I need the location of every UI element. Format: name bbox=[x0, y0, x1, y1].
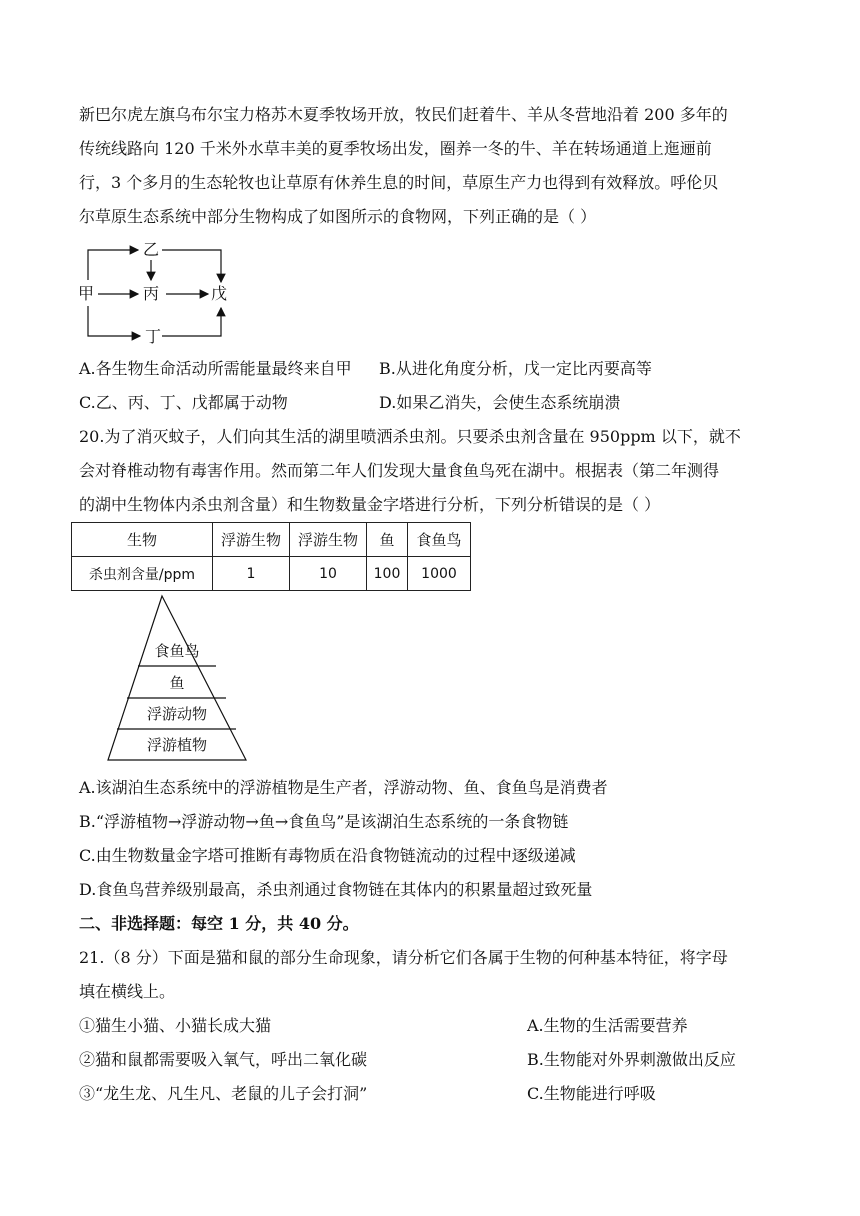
table-cell: 10 bbox=[290, 557, 367, 591]
arrow-ding-wu bbox=[162, 308, 221, 336]
arrow-jia-ding bbox=[88, 306, 140, 336]
table-cell: 浮游生物 bbox=[290, 523, 367, 557]
q21-item-3: ③“龙生龙、凡生凡、老鼠的儿子会打洞” bbox=[79, 1084, 368, 1103]
table-cell: 杀虫剂含量/ppm bbox=[72, 557, 213, 591]
q20-line-3: 的湖中生物体内杀虫剂含量）和生物数量金字塔进行分析，下列分析错误的是（ ） bbox=[79, 495, 661, 514]
q21-line-1: 21.（8 分）下面是猫和鼠的部分生命现象，请分析它们各属于生物的何种基本特征，将字母 bbox=[79, 948, 728, 967]
table-cell: 生物 bbox=[72, 523, 213, 557]
node-wu: 戊 bbox=[211, 284, 228, 303]
q19-line-4: 尔草原生态系统中部分生物构成了如图所示的食物网，下列正确的是（ ） bbox=[79, 207, 597, 226]
table-cell: 浮游生物 bbox=[213, 523, 290, 557]
q20-line-1: 20.为了消灭蚊子，人们向其生活的湖里喷洒杀虫剂。只要杀虫剂含量在 950ppm 以下，就不 bbox=[79, 427, 741, 446]
table-cell: 1 bbox=[213, 557, 290, 591]
q19-option-c: C.乙、丙、丁、戊都属于动物 bbox=[79, 393, 288, 412]
q19-option-a: A.各生物生命活动所需能量最终来自甲 bbox=[79, 359, 352, 378]
section-2-title: 二、非选择题：每空 1 分，共 40 分。 bbox=[79, 914, 359, 933]
table-cell: 1000 bbox=[408, 557, 471, 591]
q21-trait-c: C.生物能进行呼吸 bbox=[527, 1084, 656, 1103]
food-web-diagram bbox=[76, 238, 246, 346]
q20-option-c: C.由生物数量金字塔可推断有毒物质在沿食物链流动的过程中逐级递减 bbox=[79, 846, 576, 865]
node-ding: 丁 bbox=[145, 327, 162, 346]
q21-line-2: 填在横线上。 bbox=[79, 982, 176, 1001]
pyramid-level-birds: 食鱼鸟 bbox=[154, 642, 200, 660]
biomass-pyramid bbox=[104, 592, 254, 764]
node-bing: 丙 bbox=[143, 284, 160, 303]
q21-item-2: ②猫和鼠都需要吸入氧气，呼出二氧化碳 bbox=[79, 1050, 368, 1069]
q19-line-2: 传统线路向 120 千米外水草丰美的夏季牧场出发，圈养一冬的牛、羊在转场通道上迤逦前 bbox=[79, 139, 712, 158]
pesticide-table bbox=[71, 522, 471, 591]
q19-option-d: D.如果乙消失，会使生态系统崩溃 bbox=[379, 393, 621, 412]
node-yi: 乙 bbox=[143, 240, 160, 259]
q21-trait-a: A.生物的生活需要营养 bbox=[527, 1016, 688, 1035]
q19-option-b: B.从进化角度分析，戊一定比丙要高等 bbox=[379, 359, 652, 378]
pyramid-level-phytoplankton: 浮游植物 bbox=[146, 736, 208, 754]
table-row bbox=[72, 557, 471, 591]
table-cell: 鱼 bbox=[367, 523, 408, 557]
q21-item-1: ①猫生小猫、小猫长成大猫 bbox=[79, 1016, 272, 1035]
table-cell: 100 bbox=[367, 557, 408, 591]
node-jia: 甲 bbox=[78, 284, 95, 303]
pyramid-level-zooplankton: 浮游动物 bbox=[146, 705, 208, 723]
table-cell: 食鱼鸟 bbox=[408, 523, 471, 557]
q19-line-3: 行，3 个多月的生态轮牧也让草原有休养生息的时间，草原生产力也得到有效释放。呼伦贝 bbox=[79, 173, 719, 192]
q20-option-b: B.“浮游植物→浮游动物→鱼→食鱼鸟”是该湖泊生态系统的一条食物链 bbox=[79, 812, 569, 831]
arrow-jia-yi bbox=[88, 250, 138, 280]
q19-line-1: 新巴尔虎左旗乌布尔宝力格苏木夏季牧场开放，牧民们赶着牛、羊从冬营地沿着 200 多年的 bbox=[79, 105, 728, 124]
pyramid-level-fish: 鱼 bbox=[169, 674, 185, 692]
table-header-row bbox=[72, 523, 471, 557]
q20-option-a: A.该湖泊生态系统中的浮游植物是生产者，浮游动物、鱼、食鱼鸟是消费者 bbox=[79, 778, 608, 797]
q20-option-d: D.食鱼鸟营养级别最高，杀虫剂通过食物链在其体内的积累量超过致死量 bbox=[79, 880, 593, 899]
q20-line-2: 会对脊椎动物有毒害作用。然而第二年人们发现大量食鱼鸟死在湖中。根据表（第二年测得 bbox=[79, 461, 720, 480]
q21-trait-b: B.生物能对外界刺激做出反应 bbox=[527, 1050, 736, 1069]
arrow-yi-wu bbox=[162, 250, 221, 282]
